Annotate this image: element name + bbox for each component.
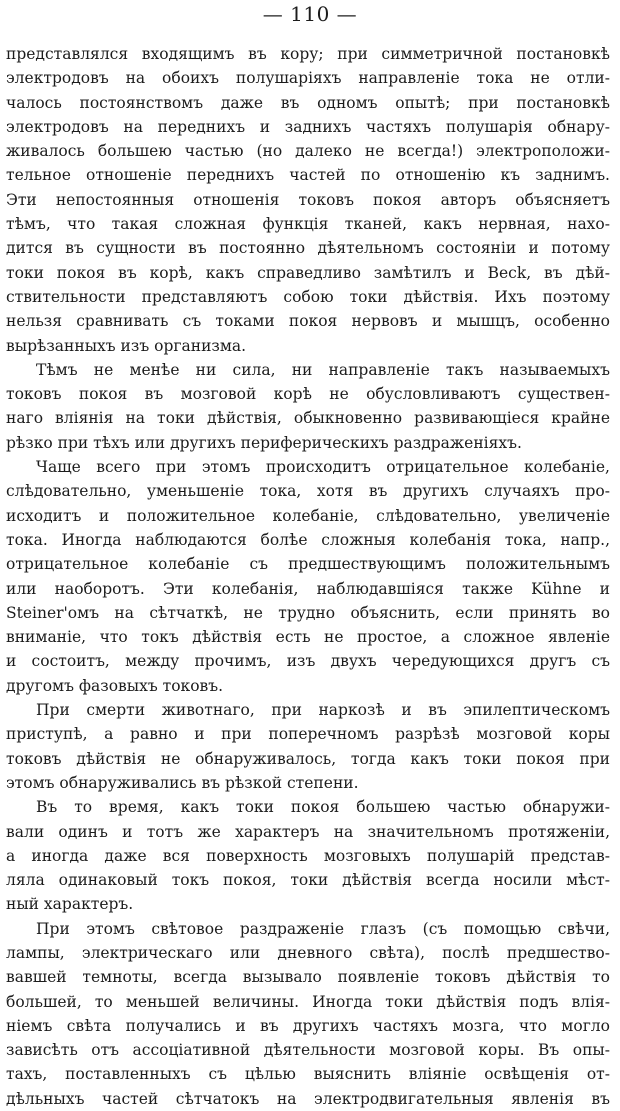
text-line: токовъ покоя въ мозговой корѣ не обусловливаютъ существен-	[6, 385, 610, 404]
text-line: токовъ дѣйствія не обнаруживалось, тогда какъ токи покоя при	[6, 749, 610, 768]
text-line: наго вліянія на токи дѣйствія, обыкновенно развивающіеся крайне	[6, 409, 610, 428]
text-line: и состоитъ, между прочимъ, изъ двухъ чередующихся другъ съ	[6, 652, 610, 671]
text-line: ный характеръ.	[6, 895, 134, 914]
text-line: ствительности представляютъ собою токи дѣйствія. Ихъ поэтому	[6, 287, 610, 306]
text-line: вниманіе, что токъ дѣйствія есть не простое, а сложное явленіе	[6, 628, 610, 647]
text-line: вырѣзанныхъ изъ организма.	[6, 336, 247, 355]
paragraph	[6, 42, 610, 358]
text-line: тельное отношеніе переднихъ частей по отношенію къ заднимъ.	[6, 166, 610, 185]
page-number-header: — 110 —	[262, 2, 358, 26]
text-line: живалось большею частью (но далеко не всегда!) электроположи-	[6, 142, 610, 161]
paragraph	[6, 358, 610, 455]
text-line: приступѣ, а равно и при поперечномъ разрѣзѣ мозговой коры	[6, 725, 610, 744]
text-line: исходитъ и положительное колебаніе, слѣдовательно, увеличеніе	[6, 506, 610, 525]
text-line: дѣльныхъ частей сѣтчатокъ на электродвигательныя явленія въ	[6, 1089, 610, 1108]
text-line: Тѣмъ не менѣе ни сила, ни направленіе такъ называемыхъ	[36, 360, 610, 379]
paragraph	[6, 917, 610, 1111]
text-line: электродовъ на обоихъ полушаріяхъ направленіе тока не отли-	[6, 69, 610, 88]
text-line: тѣмъ, что такая сложная функція тканей, какъ нервная, нахо-	[6, 215, 610, 234]
text-line: Steiner'омъ на сѣтчаткѣ, не трудно объяснить, если принять во	[6, 603, 610, 622]
paragraph	[6, 698, 610, 795]
text-line: другомъ фазовыхъ токовъ.	[6, 676, 224, 695]
text-line: вавшей темноты, всегда вызывало появленіе токовъ дѣйствія то	[6, 968, 610, 987]
body-text	[6, 42, 610, 1111]
text-line: лампы, электрическаго или дневного свѣта), послѣ предшество-	[6, 943, 610, 962]
text-line: Чаще всего при этомъ происходитъ отрицательное колебаніе,	[36, 458, 610, 477]
text-line: Эти непостоянныя отношенія токовъ покоя авторъ объясняетъ	[6, 190, 610, 209]
text-line: нельзя сравнивать съ токами покоя нервовъ и мышцъ, особенно	[6, 312, 610, 331]
text-line: При этомъ свѣтовое раздраженіе глазъ (съ помощью свѣчи,	[36, 919, 610, 938]
text-line: ляла одинаковый токъ покоя, токи дѣйствія всегда носили мѣст-	[6, 871, 610, 890]
text-line: Въ то время, какъ токи покоя большею частью обнаружи-	[36, 798, 610, 817]
text-line: токи покоя въ корѣ, какъ справедливо замѣтилъ и Beck, въ дѣй-	[6, 263, 610, 282]
text-line: рѣзко при тѣхъ или другихъ периферическихъ раздраженіяхъ.	[6, 433, 522, 452]
text-line: представлялся входящимъ въ кору; при симметричной постановкѣ	[6, 45, 610, 63]
text-line: или наоборотъ. Эти колебанія, наблюдавшіяся также Kühne и	[6, 579, 610, 598]
paragraph	[6, 455, 610, 698]
text-line: этомъ обнаруживались въ рѣзкой степени.	[6, 773, 359, 792]
text-line: а иногда даже вся поверхность мозговыхъ полушарій представ-	[6, 846, 610, 865]
text-line: вали одинъ и тотъ же характеръ на значительномъ протяженіи,	[6, 822, 610, 841]
text-line: электродовъ на переднихъ и заднихъ частяхъ полушарія обнару-	[6, 117, 610, 136]
text-line: дится въ сущности въ постоянно дѣятельномъ состояніи и потому	[6, 239, 610, 258]
text-line: отрицательное колебаніе съ предшествующимъ положительнымъ	[6, 555, 610, 574]
text-line: тока. Иногда наблюдаются болѣе сложныя колебанія тока, напр.,	[6, 530, 610, 549]
text-line: При смерти животнаго, при наркозѣ и въ эпилептическомъ	[36, 701, 610, 720]
paragraph	[6, 795, 610, 916]
text-line: чалось постоянствомъ даже въ одномъ опытѣ; при постановкѣ	[6, 93, 610, 112]
text-line: ніемъ свѣта получались и въ другихъ частяхъ мозга, что могло	[6, 1016, 610, 1035]
text-line: зависѣть отъ ассоціативной дѣятельности мозговой коры. Въ опы-	[6, 1041, 610, 1060]
text-line: тахъ, поставленныхъ съ цѣлью выяснить вліяніе освѣщенія от-	[6, 1065, 610, 1084]
text-line: большей, то меньшей величины. Иногда токи дѣйствія подъ влія-	[6, 992, 610, 1011]
text-line: слѣдовательно, уменьшеніе тока, хотя въ другихъ случаяхъ про-	[6, 482, 610, 501]
